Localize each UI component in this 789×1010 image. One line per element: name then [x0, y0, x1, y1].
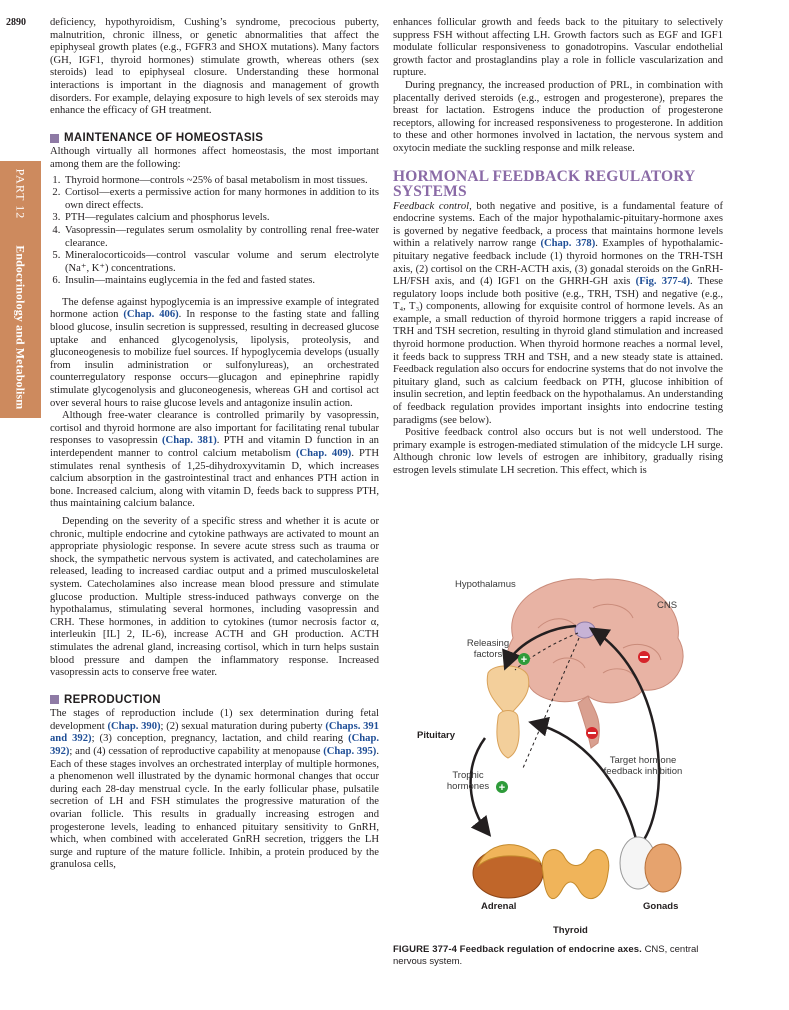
chapter-reference-link[interactable]: (Chap. 406): [123, 309, 179, 321]
paragraph: deficiency, hypothyroidism, Cushing’s syndrome, precocious puberty, malnutrition, chronic illness, or genetic abnormalities that affect the epiphyseal growth plates (e.g., FGFR3 and SHOX mutations). Many factors (GH, IGF1, thyroid hormones) stimulate growth, whereas others (sex steroids) lead to epiphyseal closure. Understanding these hormonal interactions is important in the diagnosis and management of growth disorders. For example, delaying exposure to high levels of sex steroids may enhance the efficacy of GH treatment.: [50, 17, 379, 117]
paragraph: [393, 201, 723, 428]
text-run: . Each of these stages involves an orchestrated interplay of multiple hormones, a phenomenon well illustrated by the dynamic hormonal changes that occur during each 28-day menstrual cycle. In the early follicular phase, pulsatile secretion of LH and FSH stimulates the progressive maturation of the ovarian follicle. This results in gradually increasing estrogen and progesterone levels, leading to enhanced pituitary sensitivity to GnRH, which, when combined with accelerated GnRH secretion, triggers the LH surge and rupture of the mature follicle. Inhibin, a protein produced by the granulosa cells,: [50, 746, 379, 871]
chapter-reference-link[interactable]: (Chap. 390): [107, 720, 161, 732]
section-heading-feedback: [393, 169, 723, 199]
label-target-hormone: Target hormone feedback inhibition: [603, 755, 683, 777]
text-run: ; and (4) cessation of reproductive capability at menopause: [69, 746, 321, 758]
section-heading-reproduction: [50, 694, 379, 707]
chapter-reference-link[interactable]: (Chap. 409): [295, 448, 352, 459]
homeostasis-list: [50, 175, 379, 288]
section-heading-text: MAINTENANCE OF HOMEOSTASIS: [64, 131, 264, 144]
text-run: . These regulatory loops include both positive (e.g., TRH, TSH) and negative (e.g., T₄, T₃) components, allowing for exquisite control of hormone levels. As an example, a small reduction of thyroid hormone triggers a rapid increase of TRH and TSH secretion, resulting in thyroid gland stimulation and increased thyroid hormone production. When thyroid hormone reaches a normal level, it feeds back to suppress TRH and TSH, and a new steady state is attained. Feedback regulation also occurs for endocrine systems that do not involve the pituitary gland, such as calcium feedback on PTH, glucose inhibition of insulin secretion, and leptin feedback on the hypothalamus. An understanding of feedback regulation provides important insights into endocrine testing paradigms (see below).: [393, 276, 724, 426]
list-item: 6. Insulin—maintains euglycemia in the fed and fasted states.: [63, 275, 379, 288]
negative-sign-icon: [638, 651, 650, 663]
paragraph: Depending on the severity of a specific stress and whether it is acute or chronic, multiple endocrine and cytokine pathways are activated to mount an appropriate physiologic response. In severe acute stress such as trauma or shock, the sympathetic nervous system is activated, and catecholamines are released, leading to increased cardiac output and a primed musculoskeletal system. Catecholamines also increase mean blood pressure and stimulate glucose production. Multiple stress-induced pathways converge on the hypothalamus, stimulating several hormones, including vasopressin and CRH. These hormones, in addition to cytokines (tumor necrosis factor α, interleukin [IL] 2, IL-6), increase ACTH and GH production. ACTH stimulates the adrenal gland, increasing cortisol, which in turn helps sustain blood pressure and dampen the inflammatory response. Increased vasopressin acts to conserve free water.: [50, 515, 379, 679]
pituitary-icon: [487, 666, 529, 758]
chapter-reference-link[interactable]: (Chap. 378): [540, 238, 596, 250]
paragraph: Positive feedback control also occurs but is not well understood. The primary example is estrogen-mediated stimulation of the midcycle LH surge. Although chronic low levels of estrogen are inhibitory, gradually rising estrogen levels stimulate LH secretion. This effect, which is: [393, 427, 723, 476]
emphasis-term: Feedback control: [393, 200, 470, 212]
right-column: [393, 17, 723, 478]
heading-line: HORMONAL FEEDBACK REGULATORY: [393, 167, 696, 185]
paragraph: Although virtually all hormones affect homeostasis, the most important among them are the following:: [50, 146, 379, 170]
text-run: . Examples of hypothalamic-pituitary negative feedback include (1) thyroid hormones on the TRH-TSH axis, (2) cortisol on the CRH-ACTH axis, (3) gonadal steroids on the GnRH-LH/FSH axis, and (4) IGF1 on the GHRH-GH axis: [393, 238, 723, 288]
heading-line: SYSTEMS: [393, 182, 467, 200]
side-tab-part: PART 12: [13, 168, 28, 220]
negative-sign-icon: [586, 727, 598, 739]
label-cns: CNS: [657, 600, 678, 611]
label-trophic-hormones: Trophic hormones: [446, 770, 490, 792]
text-run: ; (2) sexual maturation during puberty: [160, 720, 323, 732]
section-heading-homeostasis: [50, 132, 379, 145]
section-square-icon: [50, 134, 59, 143]
chapter-reference-link[interactable]: (Chaps. 391 and 392): [50, 720, 379, 745]
text-run: . PTH stimulates renal synthesis of 1,25-dihydroxyvitamin D, which increases calcium absorption in the gastrointestinal tract and enhances PTH action in bone. Increased calcium, along with vitamin D, feeds back to suppress PTH, thus maintaining calcium balance.: [50, 448, 379, 510]
chapter-reference-link[interactable]: (Chap. 395): [323, 746, 377, 758]
label-hypothalamus: Hypothalamus: [455, 579, 516, 590]
list-item: 4. Vasopressin—regulates serum osmolality by controlling renal free-water clearance.: [63, 225, 379, 250]
paragraph: [50, 410, 379, 511]
label-gonads: Gonads: [643, 901, 679, 912]
paragraph: [50, 708, 379, 872]
text-run: The defense against hypoglycemia is an impressive example of integrated hormone action: [50, 296, 379, 321]
paragraph: enhances follicular growth and feeds back to the pituitary to selectively suppress FSH without affecting LH. Growth factors such as EGF and IGF1 modulate follicular responsiveness to gonadotropins. Vascular endothelial growth factor and prostaglandins play a role in follicle vascularization and rupture.: [393, 17, 723, 79]
label-adrenal: Adrenal: [481, 901, 517, 912]
text-run: . PTH and vitamin D function in an interdependent manner to control calcium metabolism: [50, 435, 379, 459]
section-square-icon: [50, 695, 59, 704]
adrenal-icon: [473, 845, 543, 898]
figure-377-4: [393, 568, 723, 948]
list-item: 2. Cortisol—exerts a permissive action for many hormones in addition to its own direct effects.: [63, 187, 379, 212]
label-pituitary: Pituitary: [417, 730, 456, 741]
chapter-reference-link[interactable]: (Chap. 381): [162, 435, 217, 447]
figure-caption: [393, 944, 723, 967]
text-run: . In response to the fasting state and falling blood glucose, insulin secretion is suppressed, resulting in decreased glucose uptake and enhanced glycogenolysis, lipolysis, proteolysis, and gluconeogenesis to mobilize fuel sources. If hypoglycemia develops (usually from insulin administration or sulfonylureas), an orchestrated counterregulatory response occurs—glucagon and epinephrine rapidly stimulate glycogenolysis and gluconeogenesis, whereas GH and cortisol act over several hours to raise glucose levels and antagonize insulin action.: [50, 309, 379, 409]
thyroid-icon: [542, 850, 609, 899]
side-tab-text: [13, 169, 28, 410]
caption-label: FIGURE 377-4: [393, 944, 458, 955]
chapter-reference-link[interactable]: (Chap. 392): [50, 733, 380, 758]
text-run: ; (3) conception, pregnancy, lactation, and child rearing: [91, 733, 344, 745]
side-tab: [0, 161, 41, 418]
left-column: [50, 17, 379, 872]
caption-text: CNS, central nervous system.: [393, 944, 699, 967]
side-tab-title: Endocrinology and Metabolism: [13, 245, 28, 410]
figure-reference-link[interactable]: (Fig. 377-4): [635, 276, 691, 288]
text-run: Although free-water clearance is controlled primarily by vasopressin, cortisol and thyroid hormone are also important for facilitating renal tubular responses to vasopressin: [50, 410, 379, 447]
gonads-icon: [620, 837, 681, 892]
list-item: 1. Thyroid hormone—controls ~25% of basal metabolism in most tissues.: [63, 175, 379, 188]
label-releasing-factors: Releasing factors: [466, 638, 510, 660]
list-item: 5. Mineralocorticoids—control vascular volume and serum electrolyte (Na⁺, K⁺) concentrations.: [63, 250, 379, 275]
text-run: , both negative and positive, is a fundamental feature of endocrine systems. Each of the major hypothalamic-pituitary-hormone axes is governed by negative feedback, a process that maintains hormone levels within a relatively narrow range: [393, 200, 723, 250]
page-number: 2890: [6, 17, 26, 28]
paragraph: During pregnancy, the increased production of PRL, in combination with placentally derived steroids (e.g., estrogen and progesterone), prepares the breast for lactation. Estrogens induce the production of progesterone receptors, allowing for increased responsiveness to progesterone. In addition to these and other hormones involved in lactation, the nervous system and oxytocin mediate the suckling response and milk release.: [393, 79, 723, 154]
paragraph: [50, 297, 379, 410]
caption-title: Feedback regulation of endocrine axes.: [459, 944, 642, 955]
section-heading-text: REPRODUCTION: [64, 693, 161, 706]
list-item: 3. PTH—regulates calcium and phosphorus levels.: [63, 212, 379, 225]
text-run: The stages of reproduction include (1) sex determination during fetal development: [50, 708, 379, 732]
svg-text:+: +: [498, 782, 506, 794]
svg-text:+: +: [520, 654, 528, 666]
label-thyroid: Thyroid: [553, 925, 588, 936]
